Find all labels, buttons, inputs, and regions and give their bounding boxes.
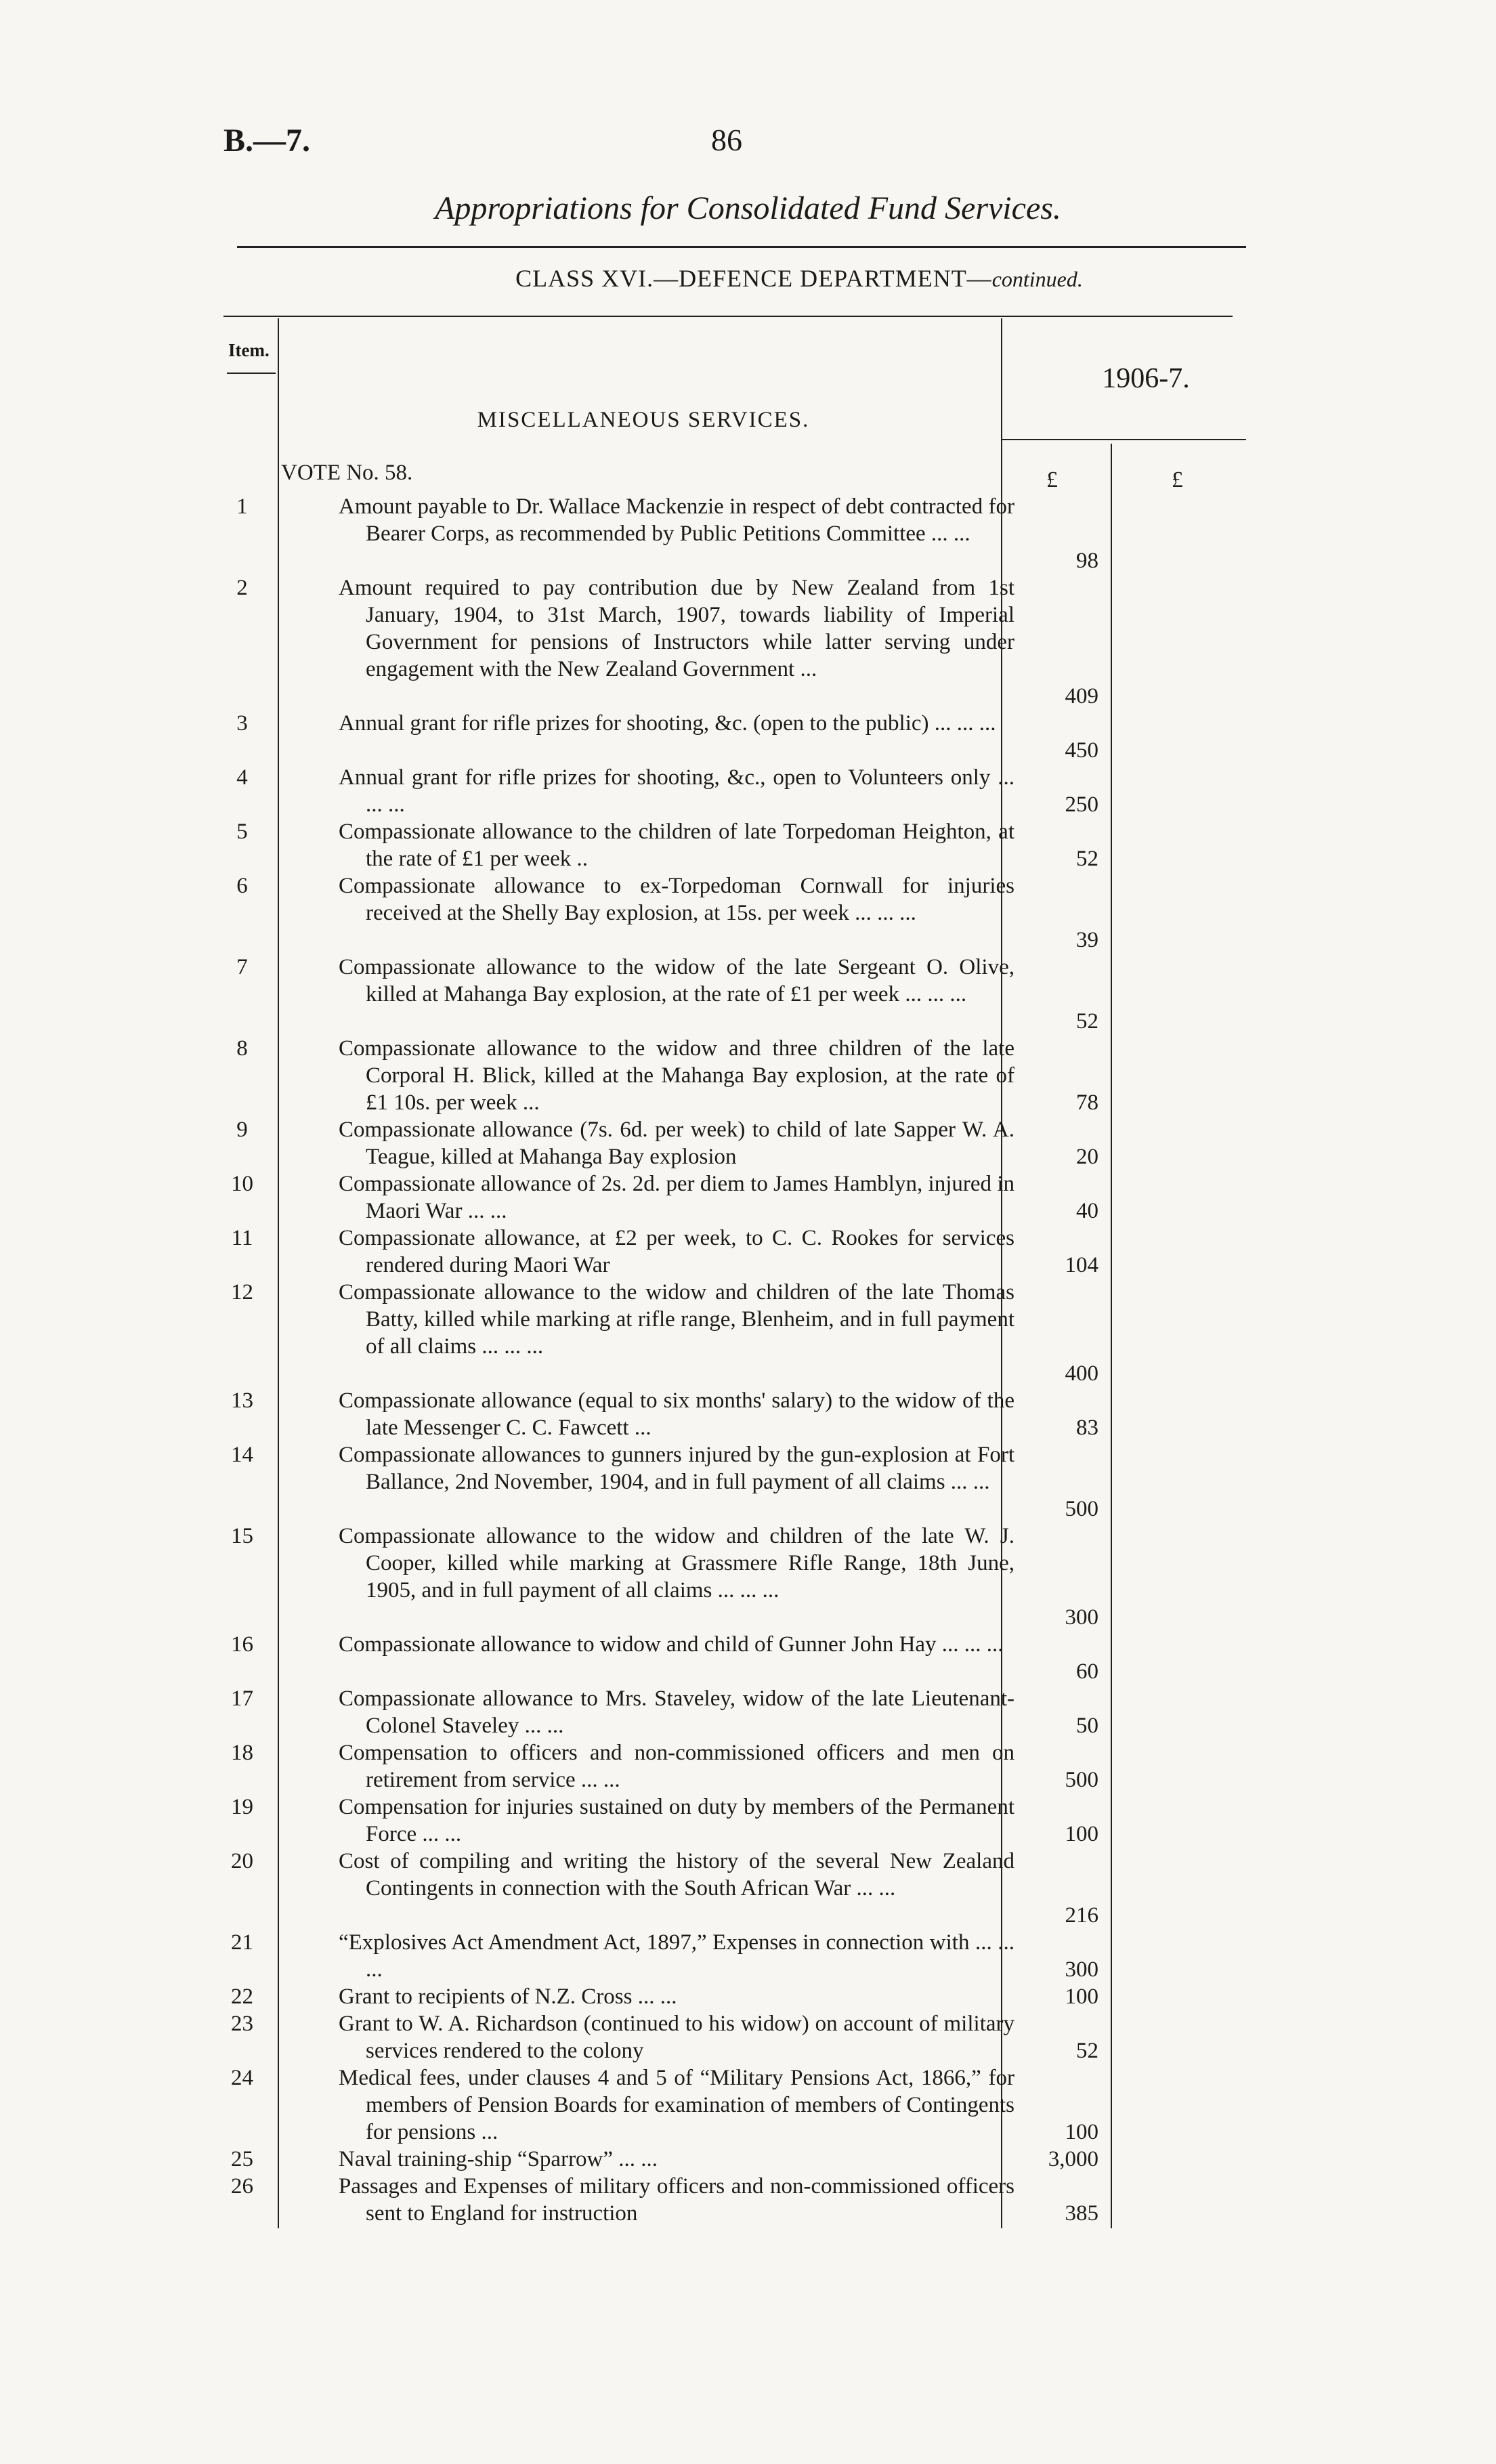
item-header-underline	[227, 373, 276, 374]
currency-symbol-column-1: £	[1046, 467, 1058, 492]
item-amount: 104	[1065, 1253, 1098, 1277]
item-amount: 250	[1065, 792, 1098, 817]
item-description: Compassionate allowance to the widow and children of the late W. J. Cooper, killed while marking at Grassmere Rifle Range, 18th June, 1905, and in full payment of all claims ... ... ...	[339, 1524, 1014, 1602]
item-amount: 450	[1065, 738, 1098, 763]
item-description: Compassionate allowance to the widow and three children of the late Corporal H. Blick, killed at the Mahanga Bay explosion, at the rate of £1 10s. per week ...	[339, 1036, 1014, 1115]
class-heading-continued: continued.	[991, 267, 1083, 291]
item-description: Annual grant for rifle prizes for shooting, &c., open to Volunteers only ... ... ...	[339, 765, 1014, 817]
item-amount: 50	[1076, 1714, 1098, 1738]
table-top-rule	[223, 316, 1233, 317]
item-description: Compassionate allowance to the widow of the late Sergeant O. Olive, killed at Mahanga Bay explosion, at the rate of £1 per week ... ... ...	[339, 955, 1014, 1006]
item-amount: 52	[1076, 2039, 1098, 2063]
item-amount: 400	[1065, 1361, 1098, 1386]
item-description: Compensation to officers and non-commissioned officers and men on retirement from service ... ...	[339, 1741, 1014, 1792]
item-description: Naval training-ship “Sparrow” ... ...	[339, 2147, 658, 2171]
item-amount: 100	[1065, 2120, 1098, 2144]
item-description: Amount payable to Dr. Wallace Mackenzie in respect of debt contracted for Bearer Corps, as recommended by Public Petitions Committee ... ...	[339, 494, 1014, 546]
item-amount: 500	[1065, 1497, 1098, 1521]
item-number: 17	[231, 1686, 253, 1711]
item-number: 19	[231, 1795, 253, 1819]
item-amount: 20	[1076, 1145, 1098, 1169]
class-heading	[237, 264, 1361, 293]
item-description: Compassionate allowance to widow and child of Gunner John Hay ... ... ...	[339, 1632, 1004, 1657]
vote-number: VOTE No. 58.	[281, 461, 413, 485]
page-title: Appropriations for Consolidated Fund Services.	[435, 190, 1061, 226]
item-number: 25	[231, 2147, 253, 2171]
item-number: 15	[231, 1524, 253, 1548]
item-description: Compassionate allowance to the widow and children of the late Thomas Batty, killed while marking at rifle range, Blenheim, and in full payment of all claims ... ... ...	[339, 1280, 1014, 1359]
item-amount: 100	[1065, 1822, 1098, 1846]
item-number: 4	[236, 765, 248, 790]
item-amount: 3,000	[1048, 2147, 1098, 2171]
item-description: Compassionate allowance to the children of late Torpedoman Heighton, at the rate of £1 per week ..	[339, 820, 1014, 871]
item-description: Compassionate allowance (7s. 6d. per week) to child of late Sapper W. A. Teague, killed at Mahanga Bay explosion	[339, 1118, 1014, 1169]
item-number: 12	[231, 1280, 253, 1304]
item-description: Cost of compiling and writing the history of the several New Zealand Contingents in connection with the South African War ... ...	[339, 1849, 1014, 1900]
item-description: Medical fees, under clauses 4 and 5 of “Military Pensions Act, 1866,” for members of Pension Boards for examination of members of Contingents for pensions ...	[339, 2066, 1014, 2144]
item-number: 23	[231, 2012, 253, 2036]
item-description: “Explosives Act Amendment Act, 1897,” Expenses in connection with ... ... ...	[339, 1930, 1014, 1982]
item-amount: 385	[1065, 2201, 1098, 2226]
item-number: 26	[231, 2174, 253, 2199]
year-header-underline	[1002, 439, 1246, 440]
item-description: Compassionate allowance, at £2 per week, to C. C. Rookes for services rendered during Maori War	[339, 1226, 1014, 1277]
item-column-header: Item.	[228, 340, 270, 360]
year-column-header: 1906-7.	[1102, 363, 1190, 394]
item-number: 11	[231, 1226, 253, 1250]
item-amount: 100	[1065, 1984, 1098, 2009]
item-number: 1	[236, 494, 248, 519]
item-amount: 52	[1076, 847, 1098, 871]
item-number: 10	[231, 1172, 253, 1196]
item-amount: 300	[1065, 1957, 1098, 1982]
item-number: 6	[236, 874, 248, 898]
item-amount: 98	[1076, 549, 1098, 573]
item-description: Grant to recipients of N.Z. Cross ... ...	[339, 1984, 677, 2009]
page-number: 86	[711, 123, 742, 157]
currency-symbol-column-2: £	[1172, 467, 1183, 492]
item-description: Amount required to pay contribution due by New Zealand from 1st January, 1904, to 31st March, 1907, towards liability of Imperial Government for pensions of Instructors while latter serving under engagement with the New Zealand Government ...	[339, 576, 1014, 681]
title-rule	[237, 246, 1246, 248]
item-column-rule	[278, 318, 279, 2228]
item-amount: 52	[1076, 1009, 1098, 1034]
item-description: Compassionate allowance (equal to six months' salary) to the widow of the late Messenger C. C. Fawcett ...	[339, 1388, 1014, 1440]
item-amount: 300	[1065, 1605, 1098, 1630]
item-amount: 40	[1076, 1199, 1098, 1223]
item-number: 20	[231, 1849, 253, 1873]
item-description: Grant to W. A. Richardson (continued to his widow) on account of military services rendered to the colony	[339, 2012, 1014, 2063]
item-number: 16	[231, 1632, 253, 1657]
item-description: Compassionate allowances to gunners injured by the gun-explosion at Fort Ballance, 2nd November, 1904, and in full payment of all claims ... ...	[339, 1443, 1014, 1494]
item-number: 14	[231, 1443, 253, 1467]
item-description: Compassionate allowance to Mrs. Staveley, widow of the late Lieutenant-Colonel Staveley ... ...	[339, 1686, 1014, 1738]
section-title: MISCELLANEOUS SERVICES.	[477, 408, 810, 432]
item-amount: 216	[1065, 1903, 1098, 1928]
item-number: 24	[231, 2066, 253, 2090]
amount-column-rule-middle	[1111, 444, 1112, 2228]
item-number: 2	[236, 576, 248, 600]
item-description: Compassionate allowance of 2s. 2d. per diem to James Hamblyn, injured in Maori War ... ...	[339, 1172, 1014, 1223]
item-number: 9	[236, 1118, 248, 1142]
item-number: 18	[231, 1741, 253, 1765]
item-number: 8	[236, 1036, 248, 1061]
class-heading-text: CLASS XVI.—DEFENCE DEPARTMENT—	[515, 265, 992, 292]
item-amount: 409	[1065, 684, 1098, 708]
item-amount: 78	[1076, 1090, 1098, 1115]
item-number: 7	[236, 955, 248, 979]
item-amount: 83	[1076, 1416, 1098, 1440]
page-code: B.—7.	[223, 123, 311, 158]
item-number: 21	[231, 1930, 253, 1955]
item-amount: 500	[1065, 1768, 1098, 1792]
item-number: 13	[231, 1388, 253, 1413]
item-number: 22	[231, 1984, 253, 2009]
item-description: Compensation for injuries sustained on duty by members of the Permanent Force ... ...	[339, 1795, 1014, 1846]
item-number: 3	[236, 711, 248, 736]
item-description: Passages and Expenses of military officers and non-commissioned officers sent to England for instruction	[339, 2174, 1014, 2226]
item-amount: 39	[1076, 928, 1098, 952]
item-description: Compassionate allowance to ex-Torpedoman Cornwall for injuries received at the Shelly Bay explosion, at 15s. per week ... ... ...	[339, 874, 1014, 925]
item-amount: 60	[1076, 1659, 1098, 1684]
item-number: 5	[236, 820, 248, 844]
item-description: Annual grant for rifle prizes for shooting, &c. (open to the public) ... ... ...	[339, 711, 996, 736]
